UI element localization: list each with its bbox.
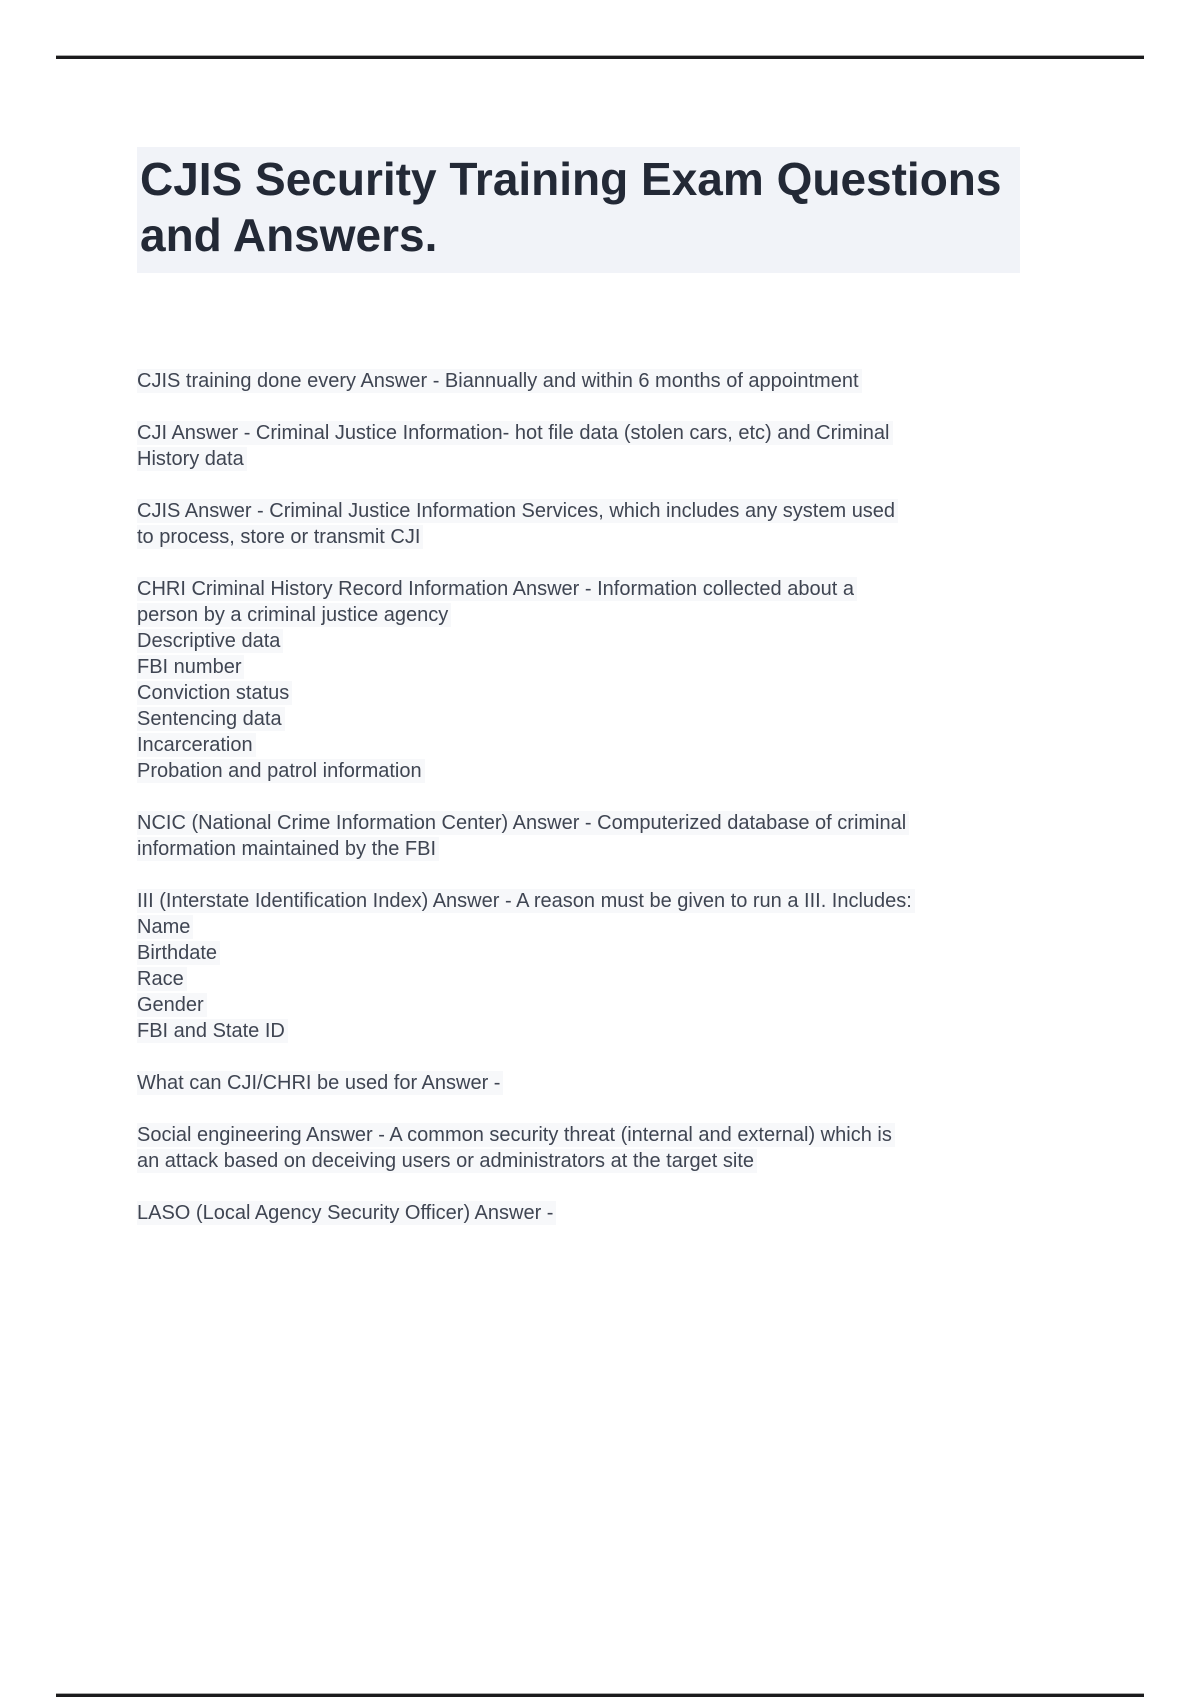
paragraph [137,1070,1037,1096]
text-line: CJI Answer - Criminal Justice Information- hot file data (stolen cars, etc) and Criminal [137,420,1037,446]
text-line: CJIS Answer - Criminal Justice Information Services, which includes any system used [137,498,1037,524]
paragraph [137,810,1037,862]
paragraph [137,498,1037,550]
text-line: Name [137,914,1037,940]
text-line: Incarceration [137,732,1037,758]
text-line: FBI number [137,654,1037,680]
text-line: FBI and State ID [137,1018,1037,1044]
page-title-line-1: CJIS Security Training Exam Questions [140,153,1002,205]
text-line: Sentencing data [137,706,1037,732]
text-line: Probation and patrol information [137,758,1037,784]
paragraph [137,1122,1037,1174]
page-title-line-2: and Answers. [140,209,438,261]
paragraph [137,1200,1037,1226]
bottom-rule [56,1693,1144,1697]
paragraph [137,420,1037,472]
text-line: an attack based on deceiving users or administrators at the target site [137,1148,1037,1174]
text-line: Descriptive data [137,628,1037,654]
text-line: Gender [137,992,1037,1018]
text-line: History data [137,446,1037,472]
text-line: LASO (Local Agency Security Officer) Answer - [137,1200,1037,1226]
text-line: Birthdate [137,940,1037,966]
text-line: person by a criminal justice agency [137,602,1037,628]
text-line: CJIS training done every Answer - Biannually and within 6 months of appointment [137,368,1037,394]
text-line: Social engineering Answer - A common security threat (internal and external) which is [137,1122,1037,1148]
text-line: NCIC (National Crime Information Center) Answer - Computerized database of criminal [137,810,1037,836]
text-line: Race [137,966,1037,992]
paragraph [137,576,1037,784]
paragraph [137,368,1037,394]
text-line: III (Interstate Identification Index) Answer - A reason must be given to run a III. Includes: [137,888,1037,914]
text-line: to process, store or transmit CJI [137,524,1037,550]
text-line: Conviction status [137,680,1037,706]
paragraph [137,888,1037,1044]
document-body [137,368,1037,1252]
page-title [137,147,1020,273]
text-line: information maintained by the FBI [137,836,1037,862]
top-rule [56,55,1144,59]
text-line: What can CJI/CHRI be used for Answer - [137,1070,1037,1096]
text-line: CHRI Criminal History Record Information Answer - Information collected about a [137,576,1037,602]
